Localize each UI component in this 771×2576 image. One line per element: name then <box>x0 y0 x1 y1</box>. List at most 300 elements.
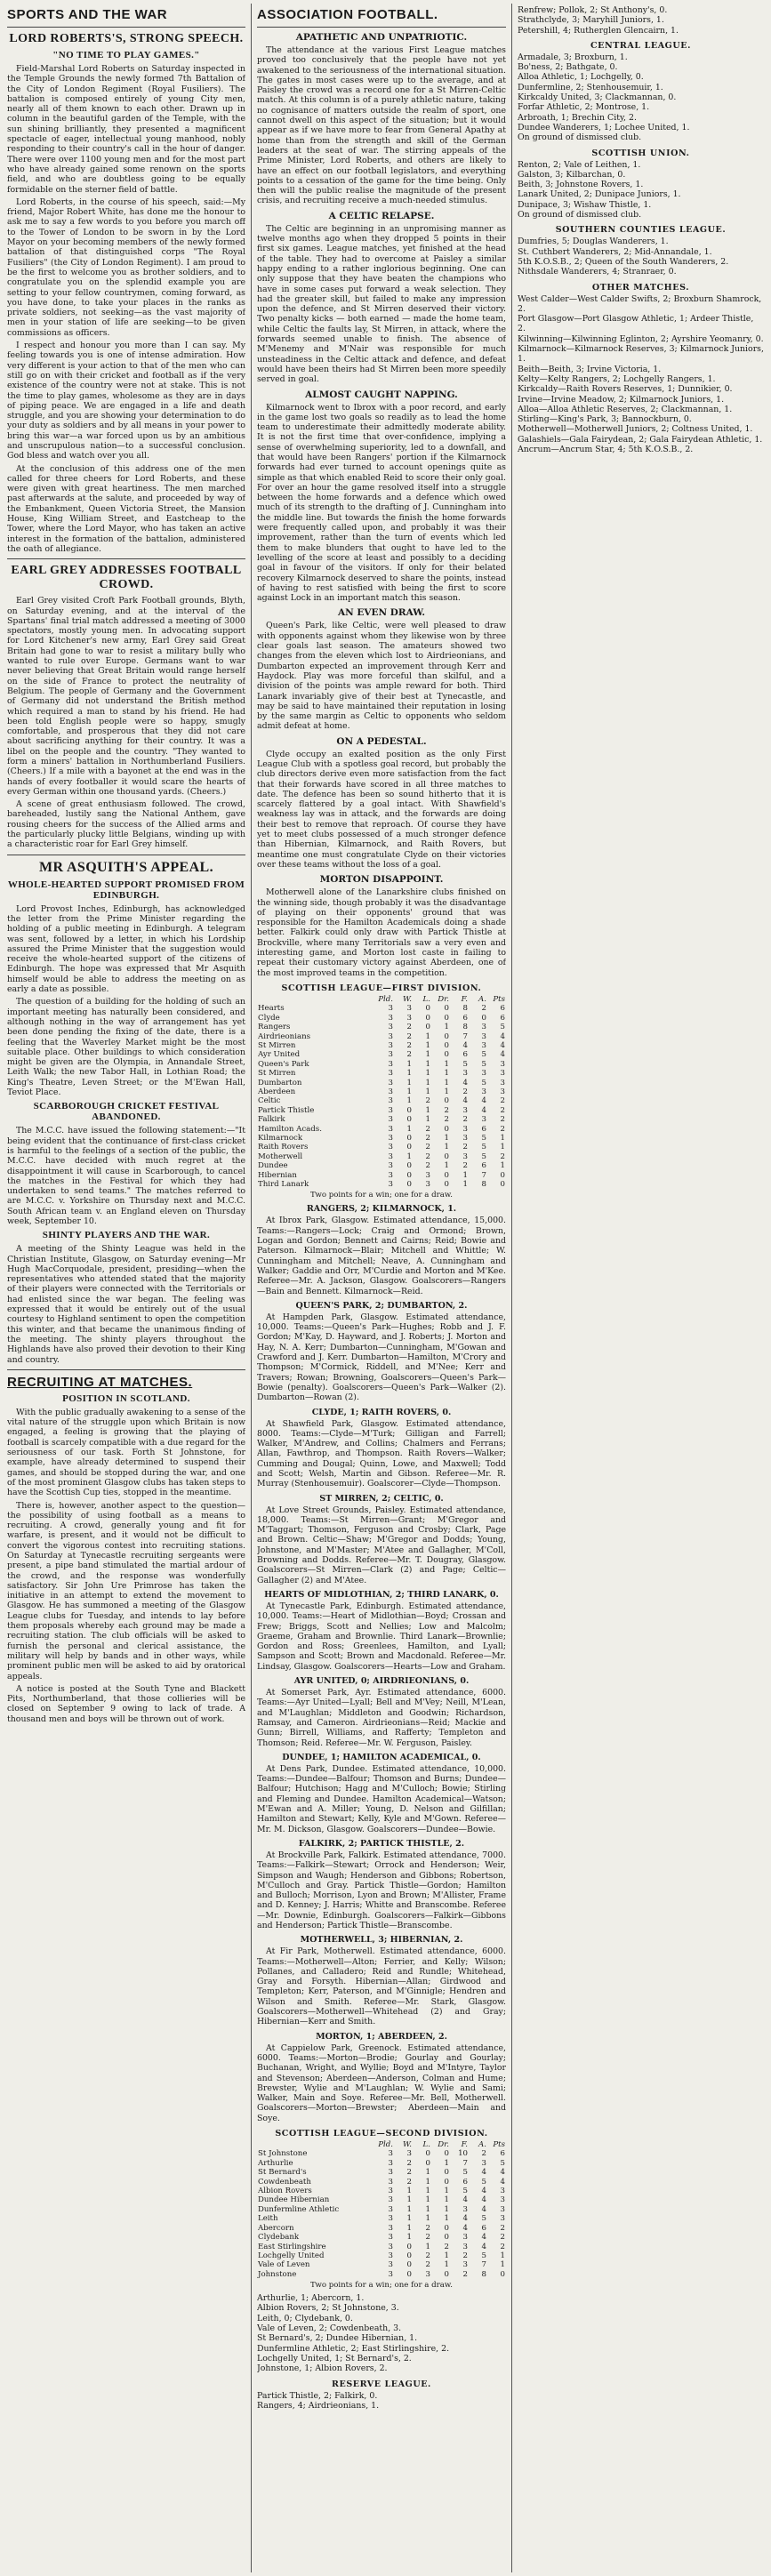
paragraph: I respect and honour you more than I can say. My feeling towards you is one of intense admiration. How very different is your action to that of the men who can still go on with their cricket and football as if the very existence of the country were not at stake. This is not the time to play games, wholesome as they are in days of piping peace. We are engaged in a life and death struggle, and you are showing your determination to do your duty as soldiers and by all means in your power to bring this war—a war forced upon us by an ambitious and unscrupulous nation—to a successful conclusion. God bless and watch over you all. <box>7 341 245 461</box>
result-line: Alloa Athletic, 1; Lochgelly, 0. <box>518 72 644 83</box>
stat-cell: 1 <box>425 2177 430 2187</box>
headline: MR ASQUITH'S APPEAL. <box>38 859 214 875</box>
team-name-cell: Abercorn <box>258 2223 294 2233</box>
result-line: Lanark United, 2; Dunipace Juniors, 1. <box>518 189 681 200</box>
stat-cell: 4 <box>481 2168 486 2178</box>
stat-cell: 8 <box>462 1023 468 1032</box>
stat-cell: 1 <box>406 1124 412 1134</box>
result-line: Lochgelly United, 1; St Bernard's, 2. <box>257 2353 412 2363</box>
stat-cell: 1 <box>425 1087 430 1096</box>
stat-cell: 4 <box>481 1105 486 1115</box>
stat-cell: 0 <box>444 1152 449 1161</box>
table-row <box>257 2214 506 2223</box>
team-name-cell: Motherwell <box>258 1152 303 1161</box>
league-title: OTHER MATCHES. <box>591 282 690 293</box>
stat-cell: 2 <box>500 2223 505 2233</box>
stat-cell: 1 <box>425 2204 430 2214</box>
stat-cell: 1 <box>444 2158 449 2168</box>
table-row <box>257 1125 506 1134</box>
table-row <box>257 2243 506 2251</box>
table-row <box>257 1069 506 1078</box>
stat-cell: 0 <box>425 1013 430 1023</box>
article-earl-grey <box>7 564 245 849</box>
table-footnote: Two points for a win; one for a draw. <box>310 1191 453 1200</box>
match-result-heading: RANGERS, 2; KILMARNOCK, 1. <box>306 1204 457 1215</box>
stat-cell: 3 <box>500 1087 505 1096</box>
column-header <box>257 2140 375 2149</box>
result-line: Johnstone, 1; Albion Rovers, 2. <box>257 2363 388 2374</box>
table-row <box>257 2149 506 2158</box>
stat-cell: 1 <box>406 2204 412 2214</box>
stat-cell: 0 <box>500 2269 505 2279</box>
result-line: Beith, 3; Johnstone Rovers, 1. <box>518 180 644 190</box>
paragraph: A notice is posted at the South Tyne and Blackett Pits, Northumberland, that those collieries will be closed on September 9 owing to lack of trade. A thousand men and boys will be thrown out of work. <box>7 1683 245 1724</box>
team-name-cell: Hearts <box>258 1004 285 1014</box>
stat-cell: 8 <box>481 1180 486 1190</box>
stat-cell: 0 <box>444 2233 449 2243</box>
table-row <box>257 1014 506 1023</box>
table-body <box>257 2149 506 2279</box>
result-line: Kirkcaldy—Raith Rovers Reserves, 1; Dunnikier, 0. <box>518 384 733 395</box>
stat-cell: 2 <box>425 1152 430 1161</box>
team-name-cell: Dundee Hibernian <box>258 2195 330 2205</box>
result-line: Ancrum—Ancrum Star, 4; 5th K.O.S.B., 2. <box>518 444 694 454</box>
table-row <box>257 2195 506 2204</box>
paragraph: With the public gradually awakening to a sense of the vital nature of the struggle upon which Britain is now engaged, a feeling is growing that the playing of football is scarcely compatible with a due regard for the seriousness of our task. Forth St Johnstone, for example, have already determined to suspend their games, and should be stopped during the war, and one of the most prominent Glasgow clubs has taken steps to have the Scottish Cup ties, stopped in the meantime. <box>7 1407 245 1498</box>
stat-cell: 0 <box>406 1161 412 1171</box>
stat-cell: 4 <box>481 1096 486 1106</box>
stat-cell: 2 <box>481 1004 486 1014</box>
stat-cell: 3 <box>388 2177 393 2187</box>
article-scarborough <box>7 1101 245 1226</box>
subhead: MORTON DISAPPOINT. <box>319 874 444 886</box>
match-result-text: At Shawfield Park, Glasgow. Estimated attendance, 8000. Teams:—Clyde—M'Turk; Gilligan and Farrell; Walker, M'Andrew, and Collins; Chalmers and Ferrans; Allan, Fawthrop, and Thompson. Raith Rovers—Walker; Cumming and Dougal; Quinn, Lowe, and Maxwell; Todd and Scott; Welsh, Martin and Gibson. Referee—Mr. R. Murray (Stenhousemuir). Goalscorer—Clyde—Thompson. <box>257 1418 506 1489</box>
stat-cell: 6 <box>481 1124 486 1134</box>
stat-cell: 0 <box>500 1180 505 1190</box>
table-row <box>257 2251 506 2260</box>
result-line: Alloa—Alloa Athletic Reserves, 2; Clackmannan, 1. <box>518 404 733 414</box>
stat-cell: 5 <box>462 1059 468 1069</box>
team-name-cell: Partick Thistle <box>258 1105 315 1115</box>
stat-cell: 3 <box>500 1059 505 1069</box>
stat-cell: 0 <box>406 2242 412 2251</box>
team-name-cell: Clydebank <box>258 2233 300 2243</box>
column-header: Pld. <box>378 994 393 1004</box>
stat-cell: 2 <box>406 1040 412 1050</box>
paragraph: Motherwell alone of the Lanarkshire clubs finished on the winning side, though probably it was the disadvantage of playing on their opponents' ground that was responsible for the Hamilton Academicals doing a shade better. Falkirk could only draw with Partick Thistle at Brockville, where many Territorials saw a very even and interesting game, and Morton lost caste in failing to repeat their customary victory against Aberdeen, one of the most improved teams in the competition. <box>257 887 506 978</box>
result-line: Petershill, 4; Rutherglen Glencairn, 1. <box>518 25 679 36</box>
stat-cell: 1 <box>425 1078 430 1087</box>
stat-cell: 3 <box>425 1170 430 1180</box>
team-name-cell: St Johnstone <box>258 2149 308 2159</box>
match-result-heading: MORTON, 1; ABERDEEN, 2. <box>316 2031 447 2042</box>
table-row <box>257 1096 506 1105</box>
result-line: Stirling—King's Park, 3; Bannockburn, 0. <box>518 414 692 425</box>
stat-cell: 0 <box>444 2269 449 2279</box>
stat-cell: 4 <box>500 1040 505 1050</box>
result-line: 5th K.O.S.B., 2; Queen of the South Wanderers, 2. <box>518 256 729 267</box>
stat-cell: 4 <box>481 2242 486 2251</box>
stat-cell: 3 <box>388 1152 393 1161</box>
paragraph: Lord Roberts, in the course of his speech, said:—My friend, Major Robert White, has done me the honour to ask me to say a few words to you before you march off to the Tower of London to be sworn in by the Lord Mayor on your becoming members of the newly formed battalion of that distinguished corps "The Royal Fusiliers" (the City of London Regiment). I am proud to be the first to welcome you as brother soldiers, and to congratulate you on the splendid example you are setting to your fellow countrymen, coming forward, as you have done, to take your places in the ranks as private soldiers, not seeking—as the vast majority of men in your station of life are seeking—to be given commissions as officers. <box>7 197 245 338</box>
stat-cell: 0 <box>444 2149 449 2159</box>
stat-cell: 3 <box>388 1180 393 1190</box>
team-name-cell: Lochgelly United <box>258 2251 325 2260</box>
league-table-second-division <box>257 2140 506 2279</box>
result-line: Armadale, 3; Broxburn, 1. <box>518 52 628 62</box>
stat-cell: 1 <box>425 1059 430 1069</box>
stat-cell: 3 <box>481 1115 486 1125</box>
paragraph: The Celtic are beginning in an unpromising manner as twelve months ago when they dropped 5 points in their first six games. League matches, yet finished at the head of the table. They had to overcome at Paisley a similar happy ending to a rather inglorious beginning. One can only suppose that they have beaten the champions who have in some cases put forward a weak selection. They had the greater skill, but failed to make any impression upon the defence, and St Mirren deserved their victory. Two penalty kicks — both earned — made the home team, while Celtic the faults lay, St Mirren, in attack, where the forwards seemed unable to finish. The absence of M'Menemy and M'Nair was responsible for much unsteadiness in the Celtic attack and defence, and defeat would have been theirs had St Mirren been more speedily served in goal. <box>257 223 506 385</box>
match-result-heading: ST MIRREN, 2; CELTIC, 0. <box>319 1493 444 1504</box>
stat-cell: 1 <box>406 2187 412 2196</box>
section-title: SPORTS AND THE WAR <box>7 7 168 22</box>
stat-cell: 4 <box>462 1040 468 1050</box>
stat-cell: 1 <box>406 2233 412 2243</box>
column-header: Pld. <box>378 2140 393 2150</box>
stat-cell: 5 <box>500 2158 505 2168</box>
team-name-cell: Clyde <box>258 1013 280 1023</box>
table-row <box>257 2168 506 2177</box>
stat-cell: 2 <box>444 1115 449 1125</box>
stat-cell: 3 <box>481 1069 486 1079</box>
table-row <box>257 2270 506 2279</box>
table-header-row <box>257 995 506 1004</box>
stat-cell: 3 <box>462 2242 468 2251</box>
stat-cell: 7 <box>462 2158 468 2168</box>
match-result-heading: CLYDE, 1; RAITH ROVERS, 0. <box>311 1407 452 1417</box>
result-line: Kilwinning—Kilwinning Eglinton, 2; Ayrshire Yeomanry, 0. <box>518 333 764 344</box>
column-header: F. <box>461 994 468 1004</box>
stat-cell: 1 <box>500 1161 505 1171</box>
stat-cell: 0 <box>481 1013 486 1023</box>
paragraph: The M.C.C. have issued the following statement:—"It being evident that the continuance of first-class cricket is harmful to the feelings of a section of the public, the M.C.C. have decided with much regret at the disappointment it will cause in Scarborough, to cancel the matches in the Festival for which they had undertaken to send teams." The matches referred to are M.C.C. v. Yorkshire on Thursday next and M.C.C. South African team v. an England eleven on Thursday week, September 10. <box>7 1126 245 1226</box>
subhead: AN EVEN DRAW. <box>337 607 426 619</box>
paragraph: A meeting of the Shinty League was held in the Christian Institute, Glasgow, on Saturday evening—Mr Hugh MacCorquodale, president, presiding—when the representatives who attended stated that the majority of their players were connected with the Territorials or had enlisted since the war began. The feeling was expressed that it would be entirely out of the usual courtesy to Highland sentiment to open the competition this winter, and that became the unanimous finding of the meeting. The shinty players throughout the Highlands have also proved their devotion to their King and country. <box>7 1244 245 1365</box>
stat-cell: 5 <box>481 1059 486 1069</box>
stat-cell: 4 <box>500 2177 505 2187</box>
table-row <box>257 1180 506 1189</box>
stat-cell: 1 <box>444 1059 449 1069</box>
stat-cell: 1 <box>500 1143 505 1152</box>
subheadline: "NO TIME TO PLAY GAMES." <box>52 50 200 60</box>
stat-cell: 1 <box>444 2195 449 2205</box>
stat-cell: 3 <box>388 2251 393 2260</box>
match-result-text: At Tynecastle Park, Edinburgh. Estimated attendance, 10,000. Teams:—Heart of Midlothian—Boyd; Crossan and Frew; Briggs, Scott and Nellies; Low and Malcolm; Graeme, Graham and Brownlie. Third Lanark—Brownlie; Gordon and Ross; Greenlees, Hamilton, and Lyall; Sampson and Scott; Brown and Macdonald. Referee—Mr. Lindsay, Glasgow. Goalscorers—Hearts—Low and Graham. <box>257 1601 506 1672</box>
league-results <box>518 41 764 454</box>
stat-cell: 2 <box>500 1096 505 1106</box>
stat-cell: 1 <box>444 2260 449 2270</box>
stat-cell: 1 <box>500 2251 505 2260</box>
stat-cell: 2 <box>425 1143 430 1152</box>
paragraph: A scene of great enthusiasm followed. The crowd, bareheaded, lustily sang the National Anthem, gave rousing cheers for the success of the Allied arms and the particularly plucky little Belgians, winding up with a characteristic roar for Earl Grey himself. <box>7 799 245 850</box>
column-association-football <box>257 5 506 2570</box>
table-row <box>257 1032 506 1041</box>
team-name-cell: Hamilton Acads. <box>258 1124 322 1134</box>
stat-cell: 3 <box>462 2233 468 2243</box>
stat-cell: 0 <box>406 1105 412 1115</box>
result-line: On ground of dismissed club. <box>518 132 642 143</box>
table-row <box>257 2159 506 2168</box>
match-result-heading: MOTHERWELL, 3; HIBERNIAN, 2. <box>300 1935 463 1946</box>
stat-cell: 3 <box>388 2223 393 2233</box>
stat-cell: 3 <box>388 1031 393 1041</box>
headline: RECRUITING AT MATCHES. <box>7 1374 193 1390</box>
stat-cell: 1 <box>444 1087 449 1096</box>
stat-cell: 3 <box>462 2260 468 2270</box>
team-name-cell: Queen's Park <box>258 1059 309 1069</box>
stat-cell: 5 <box>500 1023 505 1032</box>
stat-cell: 5 <box>481 1134 486 1144</box>
headline: EARL GREY ADDRESSES FOOTBALL CROWD. <box>11 564 242 592</box>
stat-cell: 1 <box>444 1161 449 1171</box>
column-header <box>257 995 375 1004</box>
stat-cell: 2 <box>425 1161 430 1171</box>
league-table-title: SCOTTISH LEAGUE—SECOND DIVISION. <box>275 2129 488 2139</box>
stat-cell: 2 <box>406 1023 412 1032</box>
stat-cell: 3 <box>388 2260 393 2270</box>
stat-cell: 1 <box>406 2223 412 2233</box>
stat-cell: 1 <box>425 2214 430 2224</box>
headline: SCARBOROUGH CRICKET FESTIVAL ABANDONED. <box>33 1101 220 1123</box>
team-name-cell: Albion Rovers <box>258 2187 312 2196</box>
stat-cell: 0 <box>406 1180 412 1190</box>
stat-cell: 1 <box>444 2187 449 2196</box>
divider <box>7 558 245 559</box>
result-line: Albion Rovers, 2; St Johnstone, 3. <box>257 2303 399 2314</box>
result-line: Strathclyde, 3; Maryhill Juniors, 1. <box>518 15 664 26</box>
column-header: F. <box>461 2140 468 2150</box>
stat-cell: 1 <box>425 2195 430 2205</box>
team-name-cell: Raith Rovers <box>258 1143 309 1152</box>
team-name-cell: Hibernian <box>258 1170 297 1180</box>
team-name-cell: Arthurlie <box>258 2158 293 2168</box>
stat-cell: 3 <box>462 1152 468 1161</box>
result-line: Bo'ness, 2; Bathgate, 0. <box>518 62 618 73</box>
stat-cell: 1 <box>444 2251 449 2260</box>
stat-cell: 3 <box>388 1040 393 1050</box>
result-line: Dunfermline, 2; Stenhousemuir, 1. <box>518 82 663 92</box>
team-name-cell: Kilmarnock <box>258 1134 303 1144</box>
result-line: Renton, 2; Vale of Leithen, 1. <box>518 159 641 170</box>
result-line: Galston, 3; Kilbarchan, 0. <box>518 169 626 180</box>
result-line: Galashiels—Gala Fairydean, 2; Gala Fairydean Athletic, 1. <box>518 434 763 445</box>
divider <box>257 27 506 28</box>
stat-cell: 1 <box>406 1078 412 1087</box>
stat-cell: 1 <box>406 1096 412 1106</box>
article-lord-roberts <box>7 32 245 554</box>
stat-cell: 1 <box>406 1087 412 1096</box>
stat-cell: 1 <box>444 1078 449 1087</box>
table-row <box>257 2260 506 2269</box>
stat-cell: 2 <box>425 2233 430 2243</box>
stat-cell: 7 <box>481 2260 486 2270</box>
divider <box>7 1369 245 1370</box>
stat-cell: 3 <box>388 2233 393 2243</box>
table-row <box>257 1143 506 1152</box>
stat-cell: 3 <box>388 1004 393 1014</box>
stat-cell: 0 <box>444 1004 449 1014</box>
stat-cell: 3 <box>481 2158 486 2168</box>
stat-cell: 2 <box>444 1105 449 1115</box>
stat-cell: 2 <box>500 2242 505 2251</box>
result-line: Port Glasgow—Port Glasgow Athletic, 1; Ardeer Thistle, 2. <box>518 314 754 334</box>
stat-cell: 6 <box>500 1004 505 1014</box>
stat-cell: 1 <box>444 1143 449 1152</box>
stat-cell: 5 <box>481 2177 486 2187</box>
stat-cell: 3 <box>388 1105 393 1115</box>
stat-cell: 3 <box>388 1115 393 1125</box>
stat-cell: 0 <box>444 2223 449 2233</box>
subtitle: APATHETIC AND UNPATRIOTIC. <box>295 32 468 43</box>
table-row <box>257 1115 506 1124</box>
stat-cell: 2 <box>481 2149 486 2159</box>
table-row <box>257 1134 506 1143</box>
table-footnote: Two points for a win; one for a draw. <box>310 2281 453 2291</box>
column-header: A. <box>478 2140 486 2150</box>
match-result-heading: AYR UNITED, 0; AIRDRIEONIANS, 0. <box>293 1676 470 1687</box>
team-name-cell: Ayr United <box>258 1050 301 1060</box>
stat-cell: 6 <box>481 1161 486 1171</box>
team-name-cell: St Mirren <box>258 1040 296 1050</box>
column-header: L. <box>422 994 430 1004</box>
subheadline: WHOLE-HEARTED SUPPORT PROMISED FROM EDINBURGH. <box>7 879 245 901</box>
stat-cell: 5 <box>481 1152 486 1161</box>
stat-cell: 3 <box>462 1105 468 1115</box>
stat-cell: 0 <box>444 1040 449 1050</box>
stat-cell: 5 <box>481 1078 486 1087</box>
table-row <box>257 1171 506 1180</box>
stat-cell: 2 <box>462 1087 468 1096</box>
stat-cell: 3 <box>500 1078 505 1087</box>
stat-cell: 0 <box>406 1170 412 1180</box>
stat-cell: 3 <box>500 2204 505 2214</box>
stat-cell: 2 <box>462 1143 468 1152</box>
stat-cell: 1 <box>444 1134 449 1144</box>
stat-cell: 0 <box>444 1180 449 1190</box>
stat-cell: 3 <box>500 2214 505 2224</box>
stat-cell: 8 <box>481 2269 486 2279</box>
column-header: Dr. <box>438 2140 449 2150</box>
stat-cell: 3 <box>388 1134 393 1144</box>
article-recruiting <box>7 1375 245 1724</box>
stat-cell: 3 <box>481 1087 486 1096</box>
stat-cell: 1 <box>425 1050 430 1060</box>
stat-cell: 6 <box>462 1050 468 1060</box>
stat-cell: 3 <box>388 1050 393 1060</box>
stat-cell: 3 <box>388 2195 393 2205</box>
stat-cell: 1 <box>425 2187 430 2196</box>
stat-cell: 2 <box>406 2168 412 2178</box>
paragraph: Lord Provost Inches, Edinburgh, has acknowledged the letter from the Prime Minister regarding the holding of a public meeting in Edinburgh. A telegram was sent, followed by a letter, in which his Lordship assured the Prime Minister that the suggestion would receive the whole-hearted support of the citizens of Edinburgh. The hope was expressed that Mr Asquith himself would be able to address the meeting on as early a date as possible. <box>7 903 245 995</box>
stat-cell: 1 <box>425 1040 430 1050</box>
top-results <box>518 5 764 36</box>
result-line: Nithsdale Wanderers, 4; Stranraer, 0. <box>518 267 677 277</box>
stat-cell: 0 <box>444 1124 449 1134</box>
stat-cell: 3 <box>388 1096 393 1106</box>
stat-cell: 3 <box>462 2204 468 2214</box>
stat-cell: 1 <box>425 2242 430 2251</box>
stat-cell: 1 <box>462 1170 468 1180</box>
stat-cell: 3 <box>388 1013 393 1023</box>
column-rule-left <box>251 4 252 2572</box>
stat-cell: 4 <box>481 2195 486 2205</box>
stat-cell: 7 <box>462 1031 468 1041</box>
column-header: Pts <box>493 2140 505 2150</box>
team-name-cell: Cowdenbeath <box>258 2177 311 2187</box>
table-row <box>257 1087 506 1096</box>
stat-cell: 3 <box>388 1143 393 1152</box>
stat-cell: 1 <box>406 2214 412 2224</box>
stat-cell: 3 <box>388 1023 393 1032</box>
match-result-text: At Cappielow Park, Greenock. Estimated attendance, 6000. Teams:—Morton—Brodie; Gourlay and Gourlay; Buchanan, Wright, and Wyllie; Boyd and M'Intyre, Taylor and Stevenson; Aberdeen—Anderson, Colman and Hume; Brewster, Wylie and M'Laughlan; W. Wylie and Sami; Walker, Main and Soye. Referee—Mr. Bell, Motherwell. Goalscorers—Morton—Brewster; Aberdeen—Main and Soye. <box>257 2042 506 2123</box>
result-line: St. Cuthbert Wanderers, 2; Mid-Annandale, 1. <box>518 246 712 257</box>
stat-cell: 1 <box>425 1069 430 1079</box>
stat-cell: 1 <box>425 2168 430 2178</box>
match-result-heading: DUNDEE, 1; HAMILTON ACADEMICAL, 0. <box>282 1752 481 1762</box>
result-line: Arthurlie, 1; Abercorn, 1. <box>257 2293 365 2304</box>
stat-cell: 0 <box>406 2251 412 2260</box>
stat-cell: 2 <box>462 2269 468 2279</box>
headline: LORD ROBERTS'S, STRONG SPEECH. <box>9 32 244 45</box>
stat-cell: 2 <box>425 2260 430 2270</box>
stat-cell: 0 <box>406 2269 412 2279</box>
stat-cell: 3 <box>500 1069 505 1079</box>
stat-cell: 2 <box>500 1124 505 1134</box>
table-row <box>257 2205 506 2214</box>
stat-cell: 1 <box>500 2260 505 2270</box>
match-result-text: At Hampden Park, Glasgow. Estimated attendance, 10,000. Teams:—Queen's Park—Hughes; Robb and J. F. Gordon; M'Kay, D. Hayward, and J. Roberts; J. Morton and Hay, N. A. Kerr; Dumbarton—Cunningham, M'Gowan and Crawford and J. Kerr. Dumbarton—Hamilton, M'Crory and Thompson; M'Cormick, Riddell, and M'Nee; Kerr and Travers; Rowan; Browning, Goalscorers—Queen's Park—Bowie (penalty). Goalscorers—Queen's Park—Walker (2). Dumbarton—Rowan (2). <box>257 1312 506 1403</box>
stat-cell: 5 <box>481 2214 486 2224</box>
stat-cell: 1 <box>444 2214 449 2224</box>
stat-cell: 2 <box>425 1134 430 1144</box>
stat-cell: 4 <box>462 1078 468 1087</box>
team-name-cell: Rangers <box>258 1023 291 1032</box>
stat-cell: 3 <box>388 2168 393 2178</box>
stat-cell: 3 <box>388 1161 393 1171</box>
stat-cell: 0 <box>444 1170 449 1180</box>
stat-cell: 2 <box>425 1124 430 1134</box>
table-row <box>257 1041 506 1050</box>
column-rule-right <box>511 4 512 2572</box>
stat-cell: 3 <box>388 1170 393 1180</box>
stat-cell: 1 <box>444 2204 449 2214</box>
stat-cell: 4 <box>462 1096 468 1106</box>
stat-cell: 0 <box>444 2177 449 2187</box>
match-result-heading: FALKIRK, 2; PARTICK THISTLE, 2. <box>298 1838 465 1849</box>
result-line: Dunfermline Athletic, 2; East Stirlingshire, 2. <box>257 2343 450 2354</box>
result-line: Forfar Athletic, 2; Montrose, 1. <box>518 102 650 113</box>
paragraph: Kilmarnock went to Ibrox with a poor record, and early in the game lost two goals so readily as to lead the home team to underestimate their admittedly moderate ability. It is not the first time that over-confidence, implying a sense of overwhelming superiority, led to a downfall, and that would have been Rangers' portion if the Kilmarnock forwards had ever turned to account openings quite as simple as that which enabled Reid to score their only goal. For over an hour the game resolved itself into a struggle between the home forwards and a defence which owed much of its strength to the drafting of J. Cunningham into the middle line. But towards the finish the home forwards were frequently called upon, and probably it was their improvement, rather than the turn of events which led them to make blunders that ought to have led to the levelling of the score at least and possibly to a deciding goal in favour of the visitors. If only for their belated recovery Kilmarnock deserved to share the points, instead of having to rest satisfied with being the first to score against Lock in an important match this season. <box>257 402 506 604</box>
stat-cell: 3 <box>388 1087 393 1096</box>
subhead: ALMOST CAUGHT NAPPING. <box>305 389 458 400</box>
stat-cell: 3 <box>425 2269 430 2279</box>
league-table-title: SCOTTISH LEAGUE—FIRST DIVISION. <box>281 983 482 993</box>
divider <box>7 27 245 28</box>
column-header: Pts <box>493 994 505 1004</box>
stat-cell: 2 <box>406 1050 412 1060</box>
result-line: Dunipace, 3; Wishaw Thistle, 1. <box>518 199 652 210</box>
table-row <box>257 1023 506 1031</box>
stat-cell: 3 <box>481 1023 486 1032</box>
stat-cell: 5 <box>481 1050 486 1060</box>
team-name-cell: St Mirren <box>258 1069 296 1079</box>
table-row <box>257 2187 506 2195</box>
column-header: W. <box>402 2140 412 2150</box>
paragraph: Field-Marshal Lord Roberts on Saturday inspected in the Temple Grounds the newly formed 7th Battalion of the City of London Regiment (Royal Fusiliers). The battalion is composed entirely of young City men, nearly all of them known to each other. Drawn up in column in the beautiful garden of the Temple, with the sun shining brilliantly, they presented a magnificent spectacle of eager, intellectual young manhood, nobly responding to their country's call in the hour of danger. There were over 1100 young men and for the most part who have already gained some renown on the sports field, and who are doubtless going to be equally formidable on the sterner field of battle. <box>7 64 245 195</box>
stat-cell: 4 <box>500 1050 505 1060</box>
stat-cell: 0 <box>444 1096 449 1106</box>
